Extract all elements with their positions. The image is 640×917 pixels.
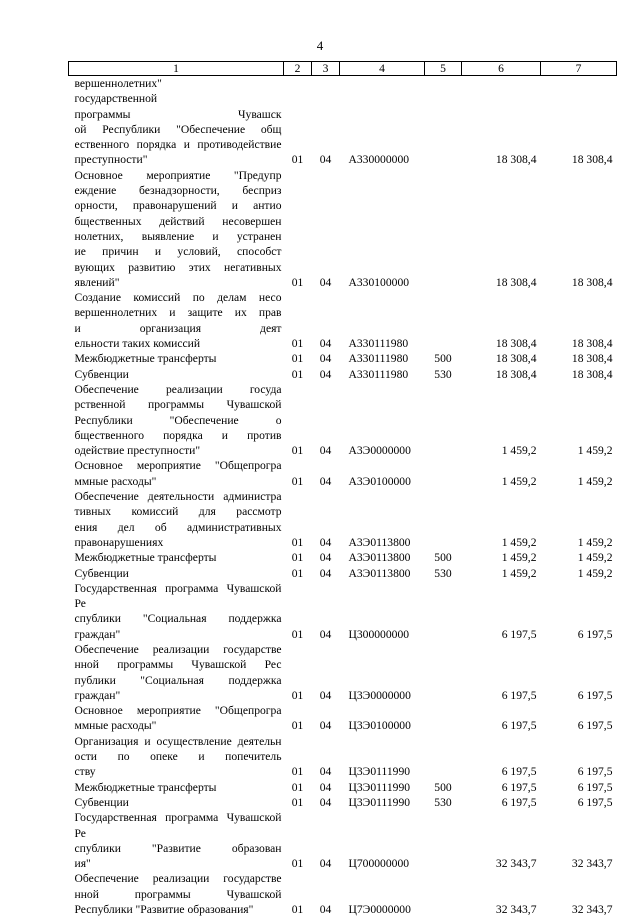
- row-section: 01: [284, 642, 312, 703]
- row-amount-2: 6 197,5: [541, 734, 617, 780]
- row-amount-1: 1 459,2: [462, 550, 541, 565]
- row-subsection: 04: [312, 290, 340, 351]
- row-target-article: Ц3Э0111990: [340, 795, 425, 810]
- row-amount-2: 1 459,2: [541, 458, 617, 489]
- row-amount-1: 1 459,2: [462, 489, 541, 550]
- row-target-article: А3Э0113800: [340, 550, 425, 565]
- row-expense-type: [425, 642, 462, 703]
- row-name: Основное мероприятие "Общепрогра ммные расходы": [69, 458, 284, 489]
- row-name: Государственная программа Чувашской Ре спублики "Развитие образован ия": [69, 810, 284, 871]
- row-amount-1: 32 343,7: [462, 810, 541, 871]
- row-subsection: 04: [312, 795, 340, 810]
- page-number: 4: [0, 38, 640, 54]
- table-row: [69, 581, 617, 642]
- row-amount-2: 18 308,4: [541, 351, 617, 366]
- row-subsection: 04: [312, 351, 340, 366]
- row-expense-type: [425, 382, 462, 458]
- row-section: 01: [284, 168, 312, 290]
- row-amount-1: 32 343,7: [462, 871, 541, 917]
- row-target-article: А3Э0113800: [340, 489, 425, 550]
- row-expense-type: 530: [425, 566, 462, 581]
- row-expense-type: [425, 489, 462, 550]
- row-expense-type: [425, 290, 462, 351]
- table-row: [69, 703, 617, 734]
- row-name: Межбюджетные трансферты: [69, 351, 284, 366]
- row-target-article: Ц3Э0111990: [340, 780, 425, 795]
- row-amount-1: 18 308,4: [462, 367, 541, 382]
- row-amount-2: 18 308,4: [541, 168, 617, 290]
- row-name: Основное мероприятие "Общепрогра ммные расходы": [69, 703, 284, 734]
- table-row: [69, 382, 617, 458]
- row-target-article: Ц3Э0000000: [340, 642, 425, 703]
- row-amount-2: 6 197,5: [541, 780, 617, 795]
- row-section: 01: [284, 810, 312, 871]
- table-row: [69, 642, 617, 703]
- row-subsection: 04: [312, 168, 340, 290]
- row-expense-type: 500: [425, 351, 462, 366]
- row-target-article: Ц3Э0111990: [340, 734, 425, 780]
- row-name: Обеспечение реализации государстве нной программы Чувашской Рес публики "Социальная поддержка граждан": [69, 642, 284, 703]
- table-row: [69, 566, 617, 581]
- table-row: [69, 458, 617, 489]
- row-amount-2: 1 459,2: [541, 550, 617, 565]
- table-row: [69, 734, 617, 780]
- table-row: [69, 795, 617, 810]
- row-subsection: 04: [312, 780, 340, 795]
- row-amount-2: 32 343,7: [541, 810, 617, 871]
- row-subsection: 04: [312, 550, 340, 565]
- row-target-article: А330111980: [340, 351, 425, 366]
- row-amount-1: 18 308,4: [462, 168, 541, 290]
- row-subsection: 04: [312, 703, 340, 734]
- row-amount-1: 6 197,5: [462, 642, 541, 703]
- row-target-article: Ц700000000: [340, 810, 425, 871]
- row-section: 01: [284, 489, 312, 550]
- row-target-article: А3Э0113800: [340, 566, 425, 581]
- row-amount-2: 1 459,2: [541, 382, 617, 458]
- row-section: 01: [284, 367, 312, 382]
- row-subsection: 04: [312, 734, 340, 780]
- table-row: [69, 76, 617, 168]
- table-row: [69, 871, 617, 917]
- row-name: Организация и осуществление деятельн ости по опеке и попечитель ству: [69, 734, 284, 780]
- row-target-article: Ц7Э0000000: [340, 871, 425, 917]
- row-amount-2: 18 308,4: [541, 76, 617, 168]
- row-amount-1: 18 308,4: [462, 351, 541, 366]
- row-name: Основное мероприятие "Предупр еждение безнадзорности, бесприз орности, правонарушений и антио бщественных действий несовершен нолетних, выявление и устранен ие причин и условий, способст вующих развитию этих негативных явлений": [69, 168, 284, 290]
- budget-table: [68, 61, 617, 917]
- row-target-article: А330111980: [340, 367, 425, 382]
- row-expense-type: [425, 703, 462, 734]
- row-section: 01: [284, 550, 312, 565]
- row-target-article: А3Э0100000: [340, 458, 425, 489]
- row-name: Обеспечение реализации госуда рственной программы Чувашской Республики "Обеспечение о бщественного порядка и против одействие преступности": [69, 382, 284, 458]
- table-row: [69, 780, 617, 795]
- row-target-article: А3Э0000000: [340, 382, 425, 458]
- row-expense-type: [425, 76, 462, 168]
- row-expense-type: [425, 458, 462, 489]
- row-amount-2: 1 459,2: [541, 566, 617, 581]
- row-amount-2: 6 197,5: [541, 795, 617, 810]
- row-subsection: 04: [312, 367, 340, 382]
- row-subsection: 04: [312, 581, 340, 642]
- row-subsection: 04: [312, 489, 340, 550]
- row-subsection: 04: [312, 76, 340, 168]
- row-amount-2: 1 459,2: [541, 489, 617, 550]
- row-subsection: 04: [312, 871, 340, 917]
- table-row: [69, 351, 617, 366]
- table-row: [69, 489, 617, 550]
- row-expense-type: [425, 871, 462, 917]
- row-amount-1: 1 459,2: [462, 458, 541, 489]
- row-target-article: А330000000: [340, 76, 425, 168]
- table-row: [69, 367, 617, 382]
- row-amount-1: 6 197,5: [462, 581, 541, 642]
- row-expense-type: [425, 810, 462, 871]
- row-expense-type: [425, 581, 462, 642]
- row-name: вершеннолетних" государственной программы Чувашск ой Республики "Обеспечение общ ественного порядка и противодействие преступности": [69, 76, 284, 168]
- row-expense-type: 500: [425, 780, 462, 795]
- row-name: Обеспечение деятельности администра тивных комиссий для рассмотр ения дел об административных правонарушениях: [69, 489, 284, 550]
- row-name: Субвенции: [69, 367, 284, 382]
- row-section: 01: [284, 382, 312, 458]
- row-amount-1: 1 459,2: [462, 382, 541, 458]
- table-header: [69, 62, 617, 76]
- row-subsection: 04: [312, 566, 340, 581]
- row-expense-type: [425, 168, 462, 290]
- row-amount-2: 6 197,5: [541, 642, 617, 703]
- row-section: 01: [284, 780, 312, 795]
- row-expense-type: 500: [425, 550, 462, 565]
- row-subsection: 04: [312, 810, 340, 871]
- row-section: 01: [284, 458, 312, 489]
- table-body: [69, 76, 617, 917]
- row-subsection: 04: [312, 458, 340, 489]
- header-col-3: 3: [312, 62, 340, 76]
- header-col-4: 4: [340, 62, 425, 76]
- row-name: Государственная программа Чувашской Ре спублики "Социальная поддержка граждан": [69, 581, 284, 642]
- row-name: Субвенции: [69, 566, 284, 581]
- row-target-article: Ц300000000: [340, 581, 425, 642]
- row-amount-1: 6 197,5: [462, 734, 541, 780]
- row-amount-2: 32 343,7: [541, 871, 617, 917]
- row-section: 01: [284, 703, 312, 734]
- row-amount-1: 6 197,5: [462, 795, 541, 810]
- row-amount-1: 18 308,4: [462, 290, 541, 351]
- row-name: Межбюджетные трансферты: [69, 780, 284, 795]
- row-name: Создание комиссий по делам несо вершеннолетних и защите их прав и организация деят ельности таких комиссий: [69, 290, 284, 351]
- header-col-1: 1: [69, 62, 284, 76]
- header-col-7: 7: [541, 62, 617, 76]
- row-name: Субвенции: [69, 795, 284, 810]
- row-section: 01: [284, 871, 312, 917]
- row-section: 01: [284, 734, 312, 780]
- row-amount-2: 18 308,4: [541, 367, 617, 382]
- row-target-article: Ц3Э0100000: [340, 703, 425, 734]
- row-amount-1: 18 308,4: [462, 76, 541, 168]
- row-subsection: 04: [312, 382, 340, 458]
- row-subsection: 04: [312, 642, 340, 703]
- row-target-article: А330111980: [340, 290, 425, 351]
- table-row: [69, 168, 617, 290]
- row-section: 01: [284, 581, 312, 642]
- header-col-5: 5: [425, 62, 462, 76]
- row-amount-2: 6 197,5: [541, 703, 617, 734]
- header-col-6: 6: [462, 62, 541, 76]
- row-section: 01: [284, 290, 312, 351]
- row-target-article: А330100000: [340, 168, 425, 290]
- row-section: 01: [284, 76, 312, 168]
- row-name: Обеспечение реализации государстве нной программы Чувашской Республики "Развитие образования": [69, 871, 284, 917]
- row-amount-1: 1 459,2: [462, 566, 541, 581]
- table-row: [69, 550, 617, 565]
- row-amount-1: 6 197,5: [462, 703, 541, 734]
- row-amount-1: 6 197,5: [462, 780, 541, 795]
- table-row: [69, 290, 617, 351]
- row-section: 01: [284, 795, 312, 810]
- header-col-2: 2: [284, 62, 312, 76]
- row-amount-2: 6 197,5: [541, 581, 617, 642]
- row-expense-type: 530: [425, 367, 462, 382]
- row-expense-type: [425, 734, 462, 780]
- row-expense-type: 530: [425, 795, 462, 810]
- row-section: 01: [284, 566, 312, 581]
- row-name: Межбюджетные трансферты: [69, 550, 284, 565]
- row-section: 01: [284, 351, 312, 366]
- table-row: [69, 810, 617, 871]
- row-amount-2: 18 308,4: [541, 290, 617, 351]
